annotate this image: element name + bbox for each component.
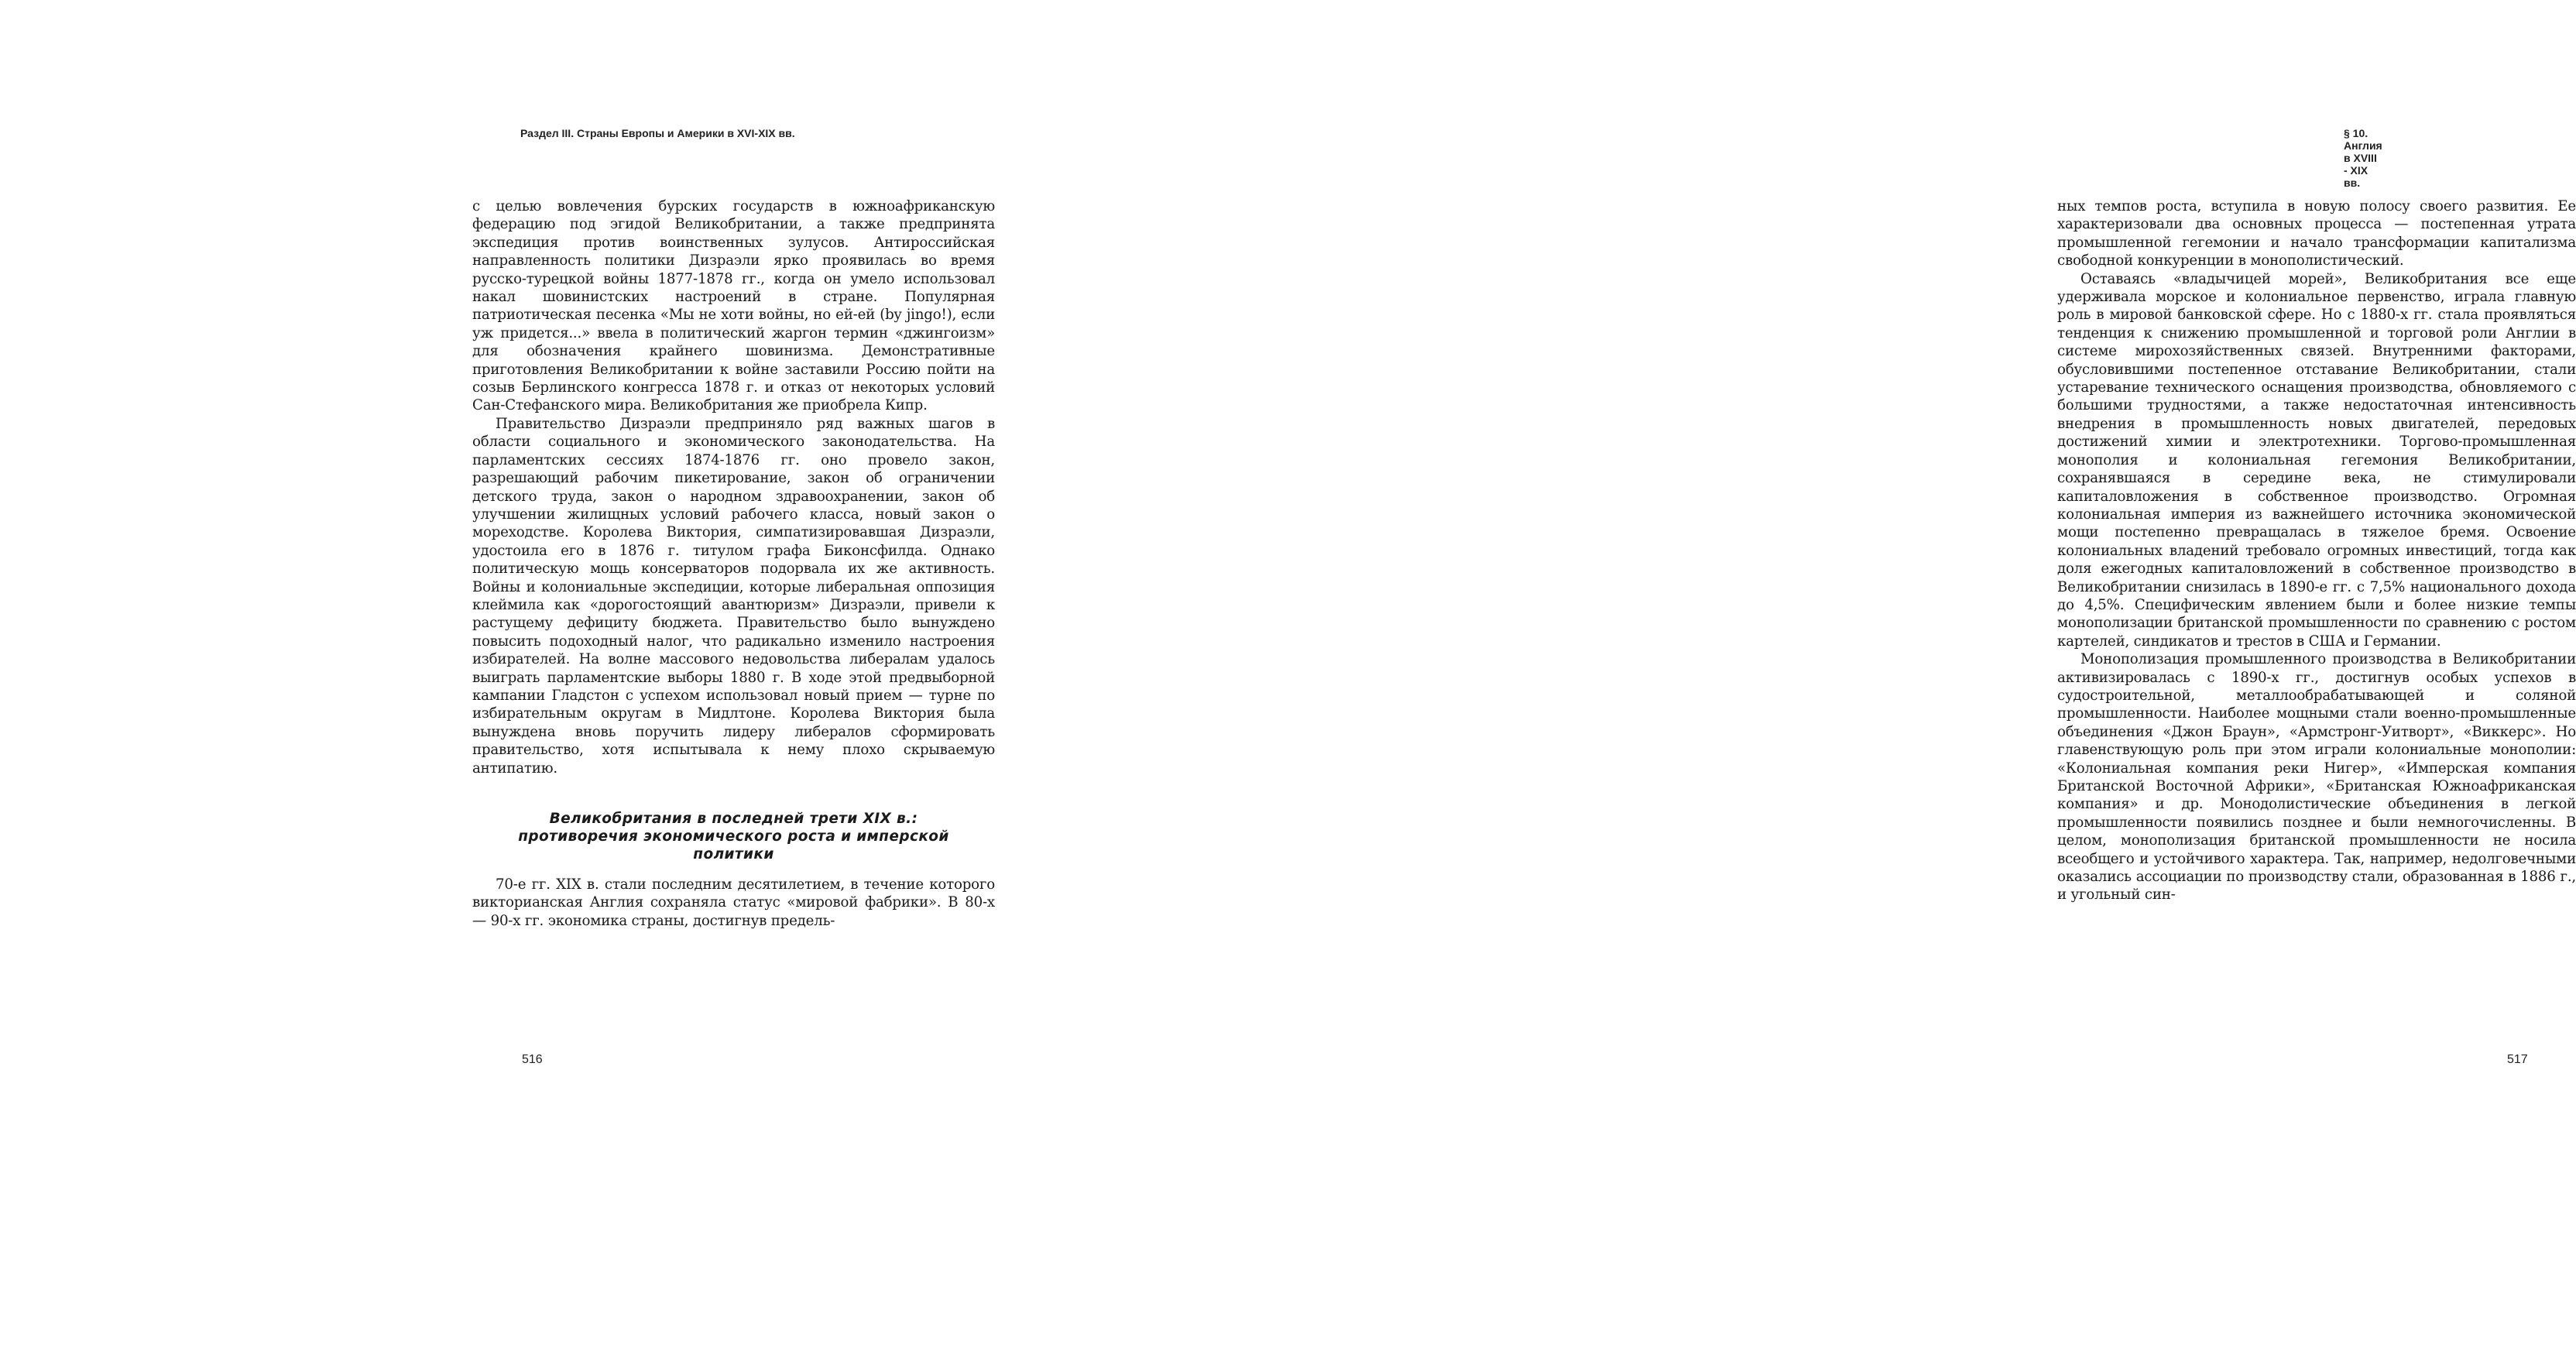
left-paragraph-3: 70-е гг. XIX в. стали последним десятилетием, в течение которого викторианская Англия сохраняла статус «мировой фабрики». В 80-х — 90-х гг. экономика страны, достигнув предель- [472,876,995,929]
section-heading: Великобритания в последней трети XIX в.: противоречия экономического роста и имперской политики [518,811,949,862]
left-page-number: 516 [522,1053,543,1066]
right-page-number: 517 [2507,1053,2528,1066]
left-running-head: Раздел III. Страны Европы и Америки в XVI-XIX вв. [520,127,795,139]
right-text-column [2057,197,2576,904]
left-page [0,0,1007,1358]
right-paragraph-2: Оставаясь «владычицей морей», Великобритания все еще удерживала морское и колониальное первенство, играла главную роль в мировой банковской сфере. Но с 1880-х гг. стала проявляться тенденция к снижению промышленной и торговой роли Англии в системе мирохозяйственных связей. Внутренними факторами, обусловившими постепенное отставание Великобритании, стали устаревание технического оснащения производства, обновляемого с большими трудностями, а также недостаточная интенсивность внедрения в промышленность новых двигателей, передовых достижений химии и электротехники. Торгово-промышленная монополия и колониальная гегемония Великобритании, сохранявшаяся в середине века, не стимулировали капиталовложения в собственное производство. Огромная колониальная империя из важнейшего источника экономической мощи постепенно превращалась в тяжелое бремя. Освоение колониальных владений требовало огромных инвестиций, тогда как доля ежегодных капиталовложений в собственное производство в Великобритании снизилась в 1890-е гг. с 7,5% национального дохода до 4,5%. Специфическим явлением были и более низкие темпы монополизации британской промышленности по сравнению с ростом картелей, синдикатов и трестов в США и Германии. [2057,270,2576,650]
right-paragraph-1: ных темпов роста, вступила в новую полосу своего развития. Ее характеризовали два основных процесса — постепенная утрата промышленной гегемонии и начало трансформации капитализма свободной конкуренции в монополистический. [2057,198,2576,269]
right-paragraph-3: Монополизация промышленного производства в Великобритании активизировалась с 1890-х гг., достигнув особых успехов в судостроительной, металлообрабатывающей и соляной промышленности. Наиболее мощными стали военно-промышленные объединения «Джон Браун», «Армстронг-Уитворт», «Виккерс». Но главенствующую роль при этом играли колониальные монополии: «Колониальная компания реки Нигер», «Имперская компания Британской Восточной Африки», «Британская Южноафриканская компания» и др. Монодолистические объединения в легкой промышленности появились позднее и были немногочисленны. В целом, монополизация британской промышленности не носила всеобщего и устойчивого характера. Так, например, недолговечными оказались ассоциации по производству стали, образованная в 1886 г., и угольный син- [2057,651,2576,904]
left-paragraph-1: с целью вовлечения бурских государств в южноафриканскую федерацию под эгидой Великобритании, а также предпринята экспедиция против воинственных зулусов. Антироссийская направленность политики Дизраэли ярко проявилась во время русско-турецкой войны 1877-1878 гг., когда он умело использовал накал шовинистских настроений в стране. Популярная патриотическая песенка «Мы не хоти войны, но ей-ей (by jingo!), если уж придется...» ввела в политический жаргон термин «джингоизм» для обозначения крайнего шовинизма. Демонстративные приготовления Великобритании к войне заставили Россию пойти на созыв Берлинского конгресса 1878 г. и отказ от некоторых условий Сан-Стефанского мира. Великобритания же приобрела Кипр. [472,198,995,414]
left-text-column [472,197,995,930]
left-paragraph-2: Правительство Дизраэли предприняло ряд важных шагов в области социального и экономического законодательства. На парламентских сессиях 1874-1876 гг. оно провело закон, разрешающий рабочим пикетирование, закон об ограничении детского труда, закон о народном здравоохранении, закон об улучшении жилищных условий рабочего класса, новый закон о мореходстве. Королева Виктория, симпатизировавшая Дизраэли, удостоила его в 1876 г. титулом графа Биконсфилда. Однако политическую мощь консерваторов подорвала их же активность. Войны и колониальные экспедиции, которые либеральная оппозиция клеймила как «дорогостоящий авантюризм» Дизраэли, привели к растущему дефициту бюджета. Правительство было вынуждено повысить подоходный налог, что радикально изменило настроения избирателей. На волне массового недовольства либералам удалось выиграть парламентские выборы 1880 г. В ходе этой предвыборной кампании Гладстон с успехом использовал новый прием — турне по избирательным округам в Мидлтоне. Королева Виктория была вынуждена вновь поручить лидеру либералов сформировать правительство, хотя испытывала к нему плохо скрываемую антипатию. [472,415,995,777]
right-page [1007,0,2576,1358]
right-running-head: § 10. Англия в XVIII - XIX вв. [2344,127,2382,189]
